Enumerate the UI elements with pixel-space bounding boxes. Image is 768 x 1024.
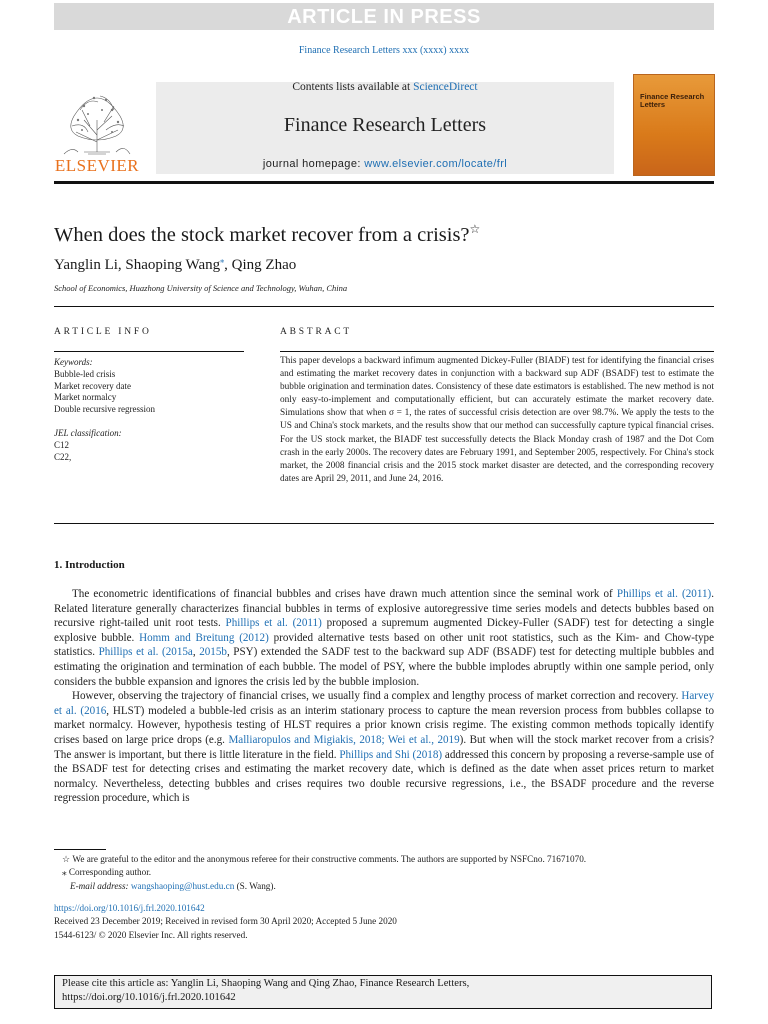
citation-link[interactable]: Phillips et al. (2015a <box>98 646 193 659</box>
text: . Related literature generally characterizes financial bubbles in terms of explosive autoregressive time series models and detects bubbles based on recursive right-tailed unit root tests. <box>54 588 714 630</box>
affiliation: School of Economics, Huazhong University of Science and Technology, Wuhan, China <box>54 283 348 293</box>
citation-link[interactable]: Phillips et al. (2011) <box>616 588 712 600</box>
section-heading-introduction: 1. Introduction <box>54 559 125 571</box>
cover-title: Finance Research Letters <box>640 92 705 109</box>
article-title <box>54 222 480 247</box>
text: , HLST) modeled a bubble-led crisis as an interim stationary process to capture the mean reversion process from bubbles collapse to market normalcy. However, hypothesis testing of HLST requires a prior known crisis regime. The existing common methods topically identify crises based on large price drops (e.g. <box>54 704 714 746</box>
abstract-heading: ABSTRACT <box>280 327 353 337</box>
text: addressed this concern by proposing a reverse-sample use of the BSADF test for detecting crises and estimating the market recovery date, which is defined as the date when asset prices return to market normalcy. Nevertheless, detecting bubbles and crises requires two double recursive regressions, i.e., the BSADF procedure and the reverse regression procedure, which is <box>54 748 714 805</box>
text: However, observing the trajectory of financial crises, we usually find a complex and lengthy process of market correction and recovery. <box>72 690 682 703</box>
citation-link[interactable]: Malliaropulos and Migiakis, 2018; Wei et al., 2019 <box>228 733 460 746</box>
received-dates: Received 23 December 2019; Received in revised form 30 April 2020; Accepted 5 June 2020 <box>54 916 397 927</box>
footnote-acknowledgement <box>62 853 714 866</box>
footnote-text: We are grateful to the editor and the anonymous referee for their constructive comments. The authors are supported by NSFCno. 71671070. <box>70 854 587 864</box>
jel-code: C22, <box>54 451 72 462</box>
jel-code: C12 <box>54 439 70 450</box>
doi-link[interactable]: https://doi.org/10.1016/j.frl.2020.101642 <box>54 903 205 913</box>
journal-reference[interactable]: Finance Research Letters xxx (xxxx) xxxx <box>298 45 470 56</box>
footnote-text: Corresponding author. <box>66 867 152 878</box>
footnote-email <box>62 880 714 893</box>
text: , <box>192 646 200 659</box>
title-text: When does the stock market recover from a crisis? <box>54 223 470 246</box>
keyword-item: Market normalcy <box>54 392 117 403</box>
article-info-heading: ARTICLE INFO <box>54 327 152 337</box>
text: , PSY) extended the SADF test to the backward sup ADF (BSADF) test for detecting multiple bubbles and estimating the origination and termination of each bubble. The model of PSY, where the bubble implodes abruptly within one sample period, only considers the bubble expansion and ignores the crisis led by the bubble implosion. <box>54 646 715 688</box>
contents-prefix: Contents lists available at <box>292 81 414 93</box>
cite-this-article-box <box>54 975 712 1009</box>
citation-link[interactable]: Harvey et al. (2016 <box>54 690 714 717</box>
citation-link[interactable]: Phillips and Shi (2018) <box>339 748 443 761</box>
journal-name: Finance Research Letters <box>283 114 487 136</box>
footnote-mark: ⁎ <box>62 867 67 878</box>
keyword-item: Double recursive regression <box>54 404 155 415</box>
keyword-item: Bubble-led crisis <box>54 368 116 379</box>
cite-line-1: Please cite this article as: Yanglin Li, Shaoping Wang and Qing Zhao, Finance Research Letters, <box>62 978 470 989</box>
keywords-block <box>54 357 254 463</box>
homepage-prefix: journal homepage: <box>262 158 365 170</box>
email-suffix: (S. Wang). <box>234 880 276 891</box>
keyword-item: Market recovery date <box>54 380 131 391</box>
citation-link[interactable]: Homm and Breitung (2012) <box>139 631 269 644</box>
title-footnote-mark[interactable]: ☆ <box>469 222 481 236</box>
paragraph <box>54 689 714 806</box>
jel-label: JEL classification: <box>54 427 122 438</box>
introduction-body <box>54 587 714 806</box>
citation-link[interactable]: Phillips et al. (2011) <box>225 617 322 630</box>
journal-cover-image[interactable] <box>633 74 715 176</box>
footnote-mark: ☆ <box>62 854 71 864</box>
article-info-rule <box>54 351 244 352</box>
journal-homepage-link[interactable]: www.elsevier.com/locate/frl <box>364 158 508 170</box>
journal-homepage-line <box>156 158 614 170</box>
contents-available-line <box>156 81 614 93</box>
footnotes <box>62 853 714 893</box>
elsevier-wordmark: ELSEVIER <box>54 156 140 175</box>
citation-link[interactable]: 2015b <box>199 646 227 659</box>
title-divider <box>54 306 714 307</box>
text: proposed a supremum augmented Dickey-Fuller (SADF) test for detecting a single explosive bubble. <box>54 617 714 644</box>
header-divider <box>54 181 714 184</box>
abstract-text: This paper develops a backward infimum augmented Dickey-Fuller (BIADF) test for identifying the financial crises and estimating the market recovery dates in conjunction with a backward sup ADF (BSADF) test to estimate the bubble origination and termination dates. Consistency of these date estimators is established. The new method is not only easy-to-implement and computationally efficient, but can accurately estimate the market recovery date. Simulations show that when σ = 1, the rates of successful crisis detection are over 98.7%. We apply the tests to the US and China's stock markets, and the results show that our method can successfully capture typical financial crises. For the US stock market, the BIADF test successfully detects the Black Monday crash of 1987 and the Dot Com crash in the early 2000s. The recovery dates are February 1991, and September 2005, respectively. For China's stock market, the 2008 financial crisis and the 2015 stock market disaster are detected, and the corresponding recovery dates are April 29, 2011, and June 24, 2016. <box>280 356 714 484</box>
footnote-rule <box>54 849 106 850</box>
footnote-corresponding <box>62 866 714 879</box>
text: provided alternative tests based on other unit root statistics, such as the Kim- and Chow-type statistics. <box>54 631 715 659</box>
cite-line-2[interactable]: https://doi.org/10.1016/j.frl.2020.101642 <box>62 992 236 1003</box>
keywords-label: Keywords: <box>54 357 93 367</box>
abstract-divider <box>54 523 714 524</box>
paragraph <box>54 587 714 689</box>
sciencedirect-link[interactable]: ScienceDirect <box>413 81 478 93</box>
email-label: E-mail address: <box>70 880 131 891</box>
author-list <box>54 256 296 274</box>
abstract-rule <box>280 351 714 352</box>
publication-info <box>54 902 714 942</box>
email-link[interactable]: wangshaoping@hust.edu.cn <box>130 880 235 891</box>
article-in-press-banner: ARTICLE IN PRESS <box>54 3 714 30</box>
authors-part-2: , Qing Zhao <box>224 257 297 273</box>
text: The econometric identifications of financial bubbles and crises have drawn much attention since the seminal work of <box>72 588 617 600</box>
authors-part-1: Yanglin Li, Shaoping Wang <box>54 257 221 273</box>
copyright-line: 1544-6123/ © 2020 Elsevier Inc. All rights reserved. <box>54 929 248 940</box>
text: ). But when will the stock market recover from a crisis? The answer is important, but there is little literature in the field. <box>54 733 715 761</box>
corresponding-author-mark[interactable]: ⁎ <box>220 256 225 265</box>
